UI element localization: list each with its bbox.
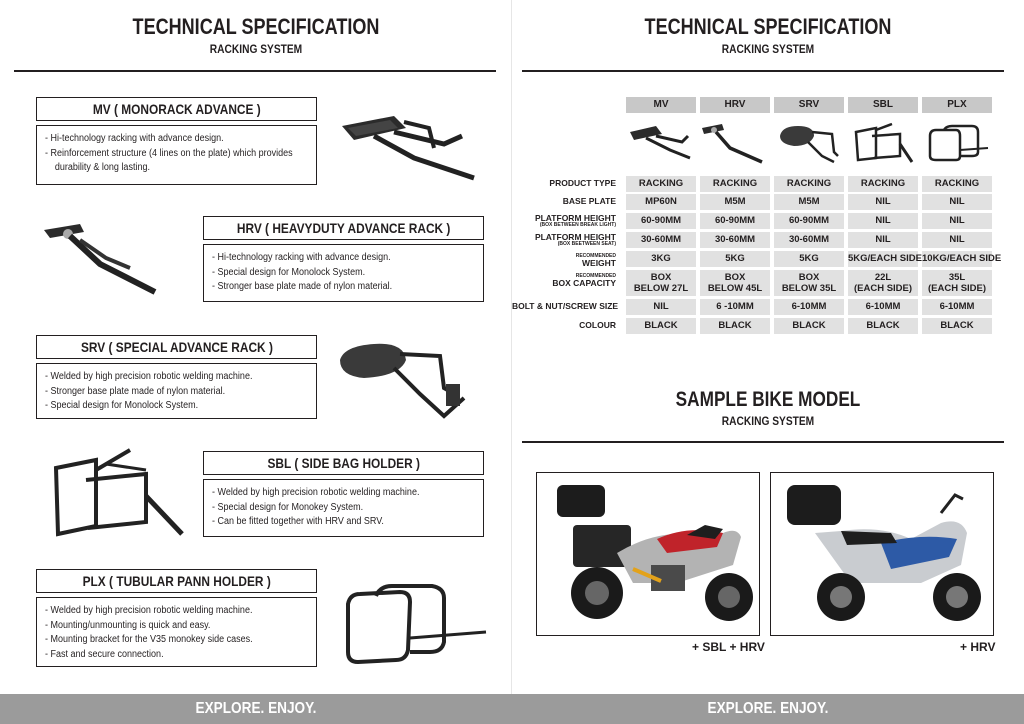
left-subtitle: RACKING SYSTEM (209, 42, 303, 56)
spec-cell: 6-10MM (848, 299, 918, 315)
sample-title: SAMPLE BIKE MODEL (675, 388, 861, 411)
spec-cell: BLACK (848, 318, 918, 334)
hrv-thumb-image (700, 122, 768, 164)
right-page (512, 0, 1024, 724)
spec-cell: BLACK (922, 318, 992, 334)
left-heading (0, 14, 512, 56)
spec-cell: NIL (626, 299, 696, 315)
caption-sbl-hrv: + SBL + HRV (692, 640, 765, 654)
spec-row-label: RECOMMENDED BOX CAPACITY (552, 273, 616, 288)
motorcycle-image (537, 473, 759, 635)
mv-rack-image (334, 108, 484, 188)
spec-cell: M5M (700, 194, 770, 210)
mv-thumb-image (626, 122, 694, 162)
spec-cell: 6 -10MM (700, 299, 770, 315)
spec-cell: M5M (774, 194, 844, 210)
spec-col-header: PLX (922, 97, 992, 113)
spec-cell: BOX BELOW 27L (626, 270, 696, 296)
sbl-description: - Welded by high precision robotic welding machine. - Special design for Monokey System. - Can be fitted together with HRV and SRV. (203, 479, 484, 537)
srv-rack-image (334, 338, 474, 423)
right-footer: EXPLORE. ENJOY. (512, 694, 1024, 724)
spec-cell: 60-90MM (700, 213, 770, 229)
spec-col-header: HRV (700, 97, 770, 113)
spec-cell: 30-60MM (700, 232, 770, 248)
plx-label: PLX ( TUBULAR PANN HOLDER ) (36, 569, 317, 593)
right-title: TECHNICAL SPECIFICATION (644, 14, 892, 39)
spec-cell: NIL (848, 213, 918, 229)
spec-cell: NIL (848, 232, 918, 248)
spec-cell: 22L (EACH SIDE) (848, 270, 918, 296)
spec-row-label: RECOMMENDED WEIGHT (575, 253, 616, 268)
right-subtitle: RACKING SYSTEM (721, 42, 815, 56)
spec-cell: 60-90MM (774, 213, 844, 229)
spec-col-header: MV (626, 97, 696, 113)
plx-rack-image (340, 582, 490, 667)
left-title: TECHNICAL SPECIFICATION (132, 14, 380, 39)
hrv-description: - Hi-technology racking with advance design. - Special design for Monolock System. - Stronger base plate made of nylon material. (203, 244, 484, 302)
sample-rule (522, 441, 1004, 443)
spec-cell: NIL (922, 194, 992, 210)
sample-subtitle: RACKING SYSTEM (721, 414, 815, 428)
scooter-image (771, 473, 993, 635)
spec-row-label: BASE PLATE (562, 196, 616, 206)
hrv-label: HRV ( HEAVYDUTY ADVANCE RACK ) (203, 216, 484, 240)
spec-row-label: PLATFORM HEIGHT (BOX BEETWEEN SEAT) (534, 232, 616, 247)
spec-cell: 5KG/EACH SIDE (848, 251, 918, 267)
bike-photo-2 (770, 472, 994, 636)
mv-label: MV ( MONORACK ADVANCE ) (36, 97, 317, 121)
spec-cell: NIL (922, 232, 992, 248)
srv-description: - Welded by high precision robotic welding machine. - Stronger base plate made of nylon material. - Special design for Monolock System. (36, 363, 317, 419)
spec-cell: RACKING (626, 176, 696, 192)
srv-thumb-image (776, 122, 842, 164)
spec-row-label: COLOUR (579, 320, 616, 330)
srv-label: SRV ( SPECIAL ADVANCE RACK ) (36, 335, 317, 359)
spec-cell: 30-60MM (626, 232, 696, 248)
left-footer: EXPLORE. ENJOY. (0, 694, 512, 724)
spec-cell: 6-10MM (922, 299, 992, 315)
spec-cell: BLACK (700, 318, 770, 334)
caption-hrv: + HRV (960, 640, 996, 654)
spec-cell: BOX BELOW 35L (774, 270, 844, 296)
spec-row-label: PRODUCT TYPE (549, 178, 616, 188)
plx-description: - Welded by high precision robotic welding machine. - Mounting/unmounting is quick and easy. - Mounting bracket for the V35 monokey side cases. - Fast and secure connection. (36, 597, 317, 667)
sbl-label: SBL ( SIDE BAG HOLDER ) (203, 451, 484, 475)
spec-cell: RACKING (700, 176, 770, 192)
spec-cell: BOX BELOW 45L (700, 270, 770, 296)
spec-cell: 6-10MM (774, 299, 844, 315)
spec-cell: RACKING (922, 176, 992, 192)
spec-row-label: BOLT & NUT/SCREW SIZE (512, 301, 619, 311)
sbl-thumb-image (852, 122, 916, 166)
spec-cell: NIL (922, 213, 992, 229)
mv-description: - Hi-technology racking with advance design. - Reinforcement structure (4 lines on the plate) which provides durability & long lasting. (36, 125, 317, 185)
spec-cell: 3KG (626, 251, 696, 267)
bike-photo-1 (536, 472, 760, 636)
spec-cell: 35L (EACH SIDE) (922, 270, 992, 296)
spec-cell: MP60N (626, 194, 696, 210)
spec-cell: 10KG/EACH SIDE (922, 251, 992, 267)
spec-cell: BLACK (626, 318, 696, 334)
right-title-rule (522, 70, 1004, 72)
sbl-rack-image (46, 446, 191, 546)
sample-heading (512, 388, 1024, 428)
spec-col-header: SBL (848, 97, 918, 113)
spec-cell: RACKING (774, 176, 844, 192)
left-title-rule (14, 70, 496, 72)
spec-col-header: SRV (774, 97, 844, 113)
spec-cell: 60-90MM (626, 213, 696, 229)
spec-cell: RACKING (848, 176, 918, 192)
spec-cell: NIL (848, 194, 918, 210)
spec-cell: 5KG (774, 251, 844, 267)
spec-row-label: PLATFORM HEIGHT (BOX BETWEEN BREAK LIGHT) (534, 213, 616, 228)
right-heading (512, 14, 1024, 56)
spec-cell: BLACK (774, 318, 844, 334)
spec-cell: 30-60MM (774, 232, 844, 248)
plx-thumb-image (926, 124, 990, 164)
spec-cell: 5KG (700, 251, 770, 267)
hrv-rack-image (40, 218, 165, 303)
